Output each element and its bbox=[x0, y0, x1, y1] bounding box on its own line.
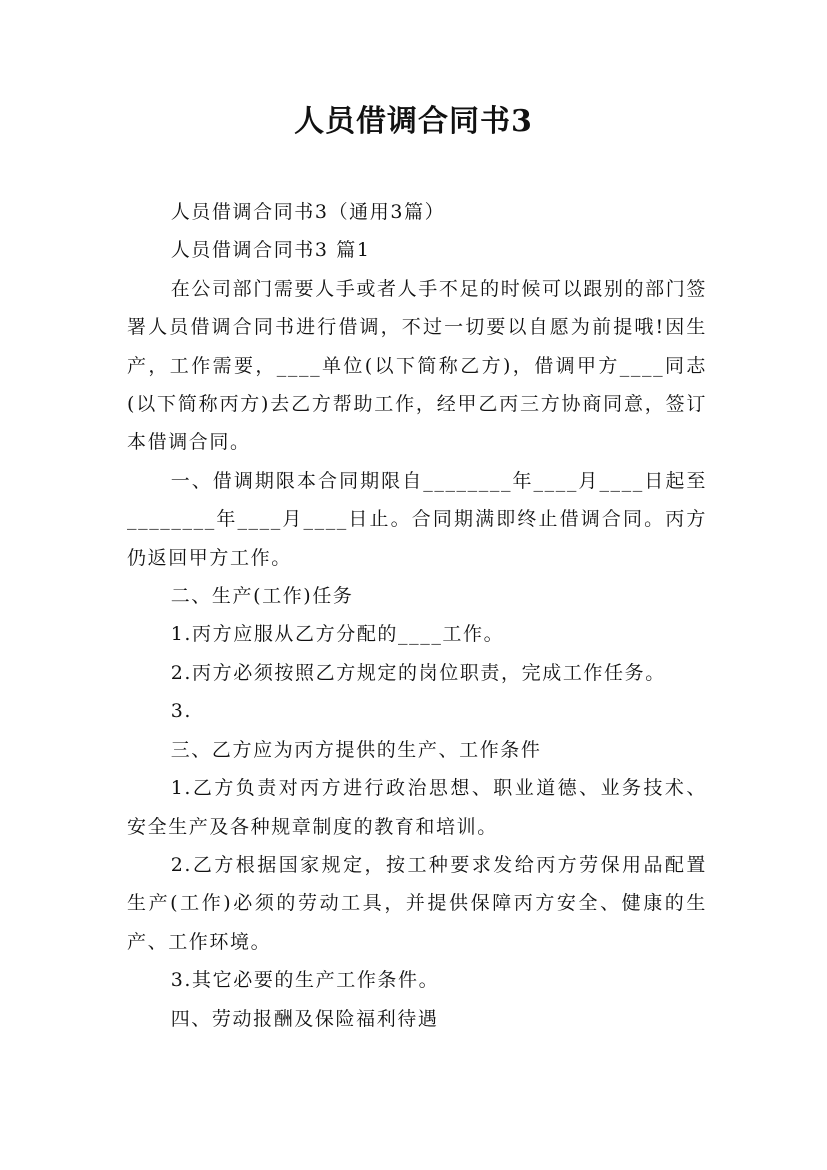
paragraph-section-heading: 人员借调合同书3 篇1 bbox=[170, 239, 371, 262]
paragraph-subtitle: 人员借调合同书3（通用3篇） bbox=[170, 201, 446, 223]
paragraph-heading-tasks: 二、生产(工作)任务 bbox=[170, 585, 354, 608]
paragraph-heading-conditions: 三、乙方应为丙方提供的生产、工作条件 bbox=[170, 738, 542, 761]
paragraph-task-2: 2.丙方必须按照乙方规定的岗位职责，完成工作任务。 bbox=[170, 661, 666, 684]
document-title: 人员借调合同书3 bbox=[294, 104, 533, 139]
paragraph-task-1: 1.丙方应服从乙方分配的____工作。 bbox=[170, 623, 505, 646]
paragraph-condition-3: 3.其它必要的生产工作条件。 bbox=[170, 969, 440, 992]
document-body bbox=[127, 193, 707, 1038]
paragraph-term: 一、借调期限本合同期限自________年____月____日起至________年____月____日止。合同期满即终止借调合同。丙方仍返回甲方工作。 bbox=[127, 469, 707, 569]
paragraph-condition-2: 2.乙方根据国家规定，按工种要求发给丙方劳保用品配置生产(工作)必须的劳动工具，并提供保障丙方安全、健康的生产、工作环境。 bbox=[127, 853, 707, 953]
paragraph-heading-pay: 四、劳动报酬及保险福利待遇 bbox=[170, 1007, 439, 1030]
paragraph-condition-1: 1.乙方负责对丙方进行政治思想、职业道德、业务技术、安全生产及各种规章制度的教育和培训。 bbox=[127, 777, 707, 838]
paragraph-task-3: 3. bbox=[170, 700, 193, 723]
paragraph-intro: 在公司部门需要人手或者人手不足的时候可以跟别的部门签署人员借调合同书进行借调，不过一切要以自愿为前提哦!因生产，工作需要，____单位(以下简称乙方)，借调甲方____同志(以下简称丙方)去乙方帮助工作，经甲乙丙三方协商同意，签订本借调合同。 bbox=[127, 277, 707, 454]
